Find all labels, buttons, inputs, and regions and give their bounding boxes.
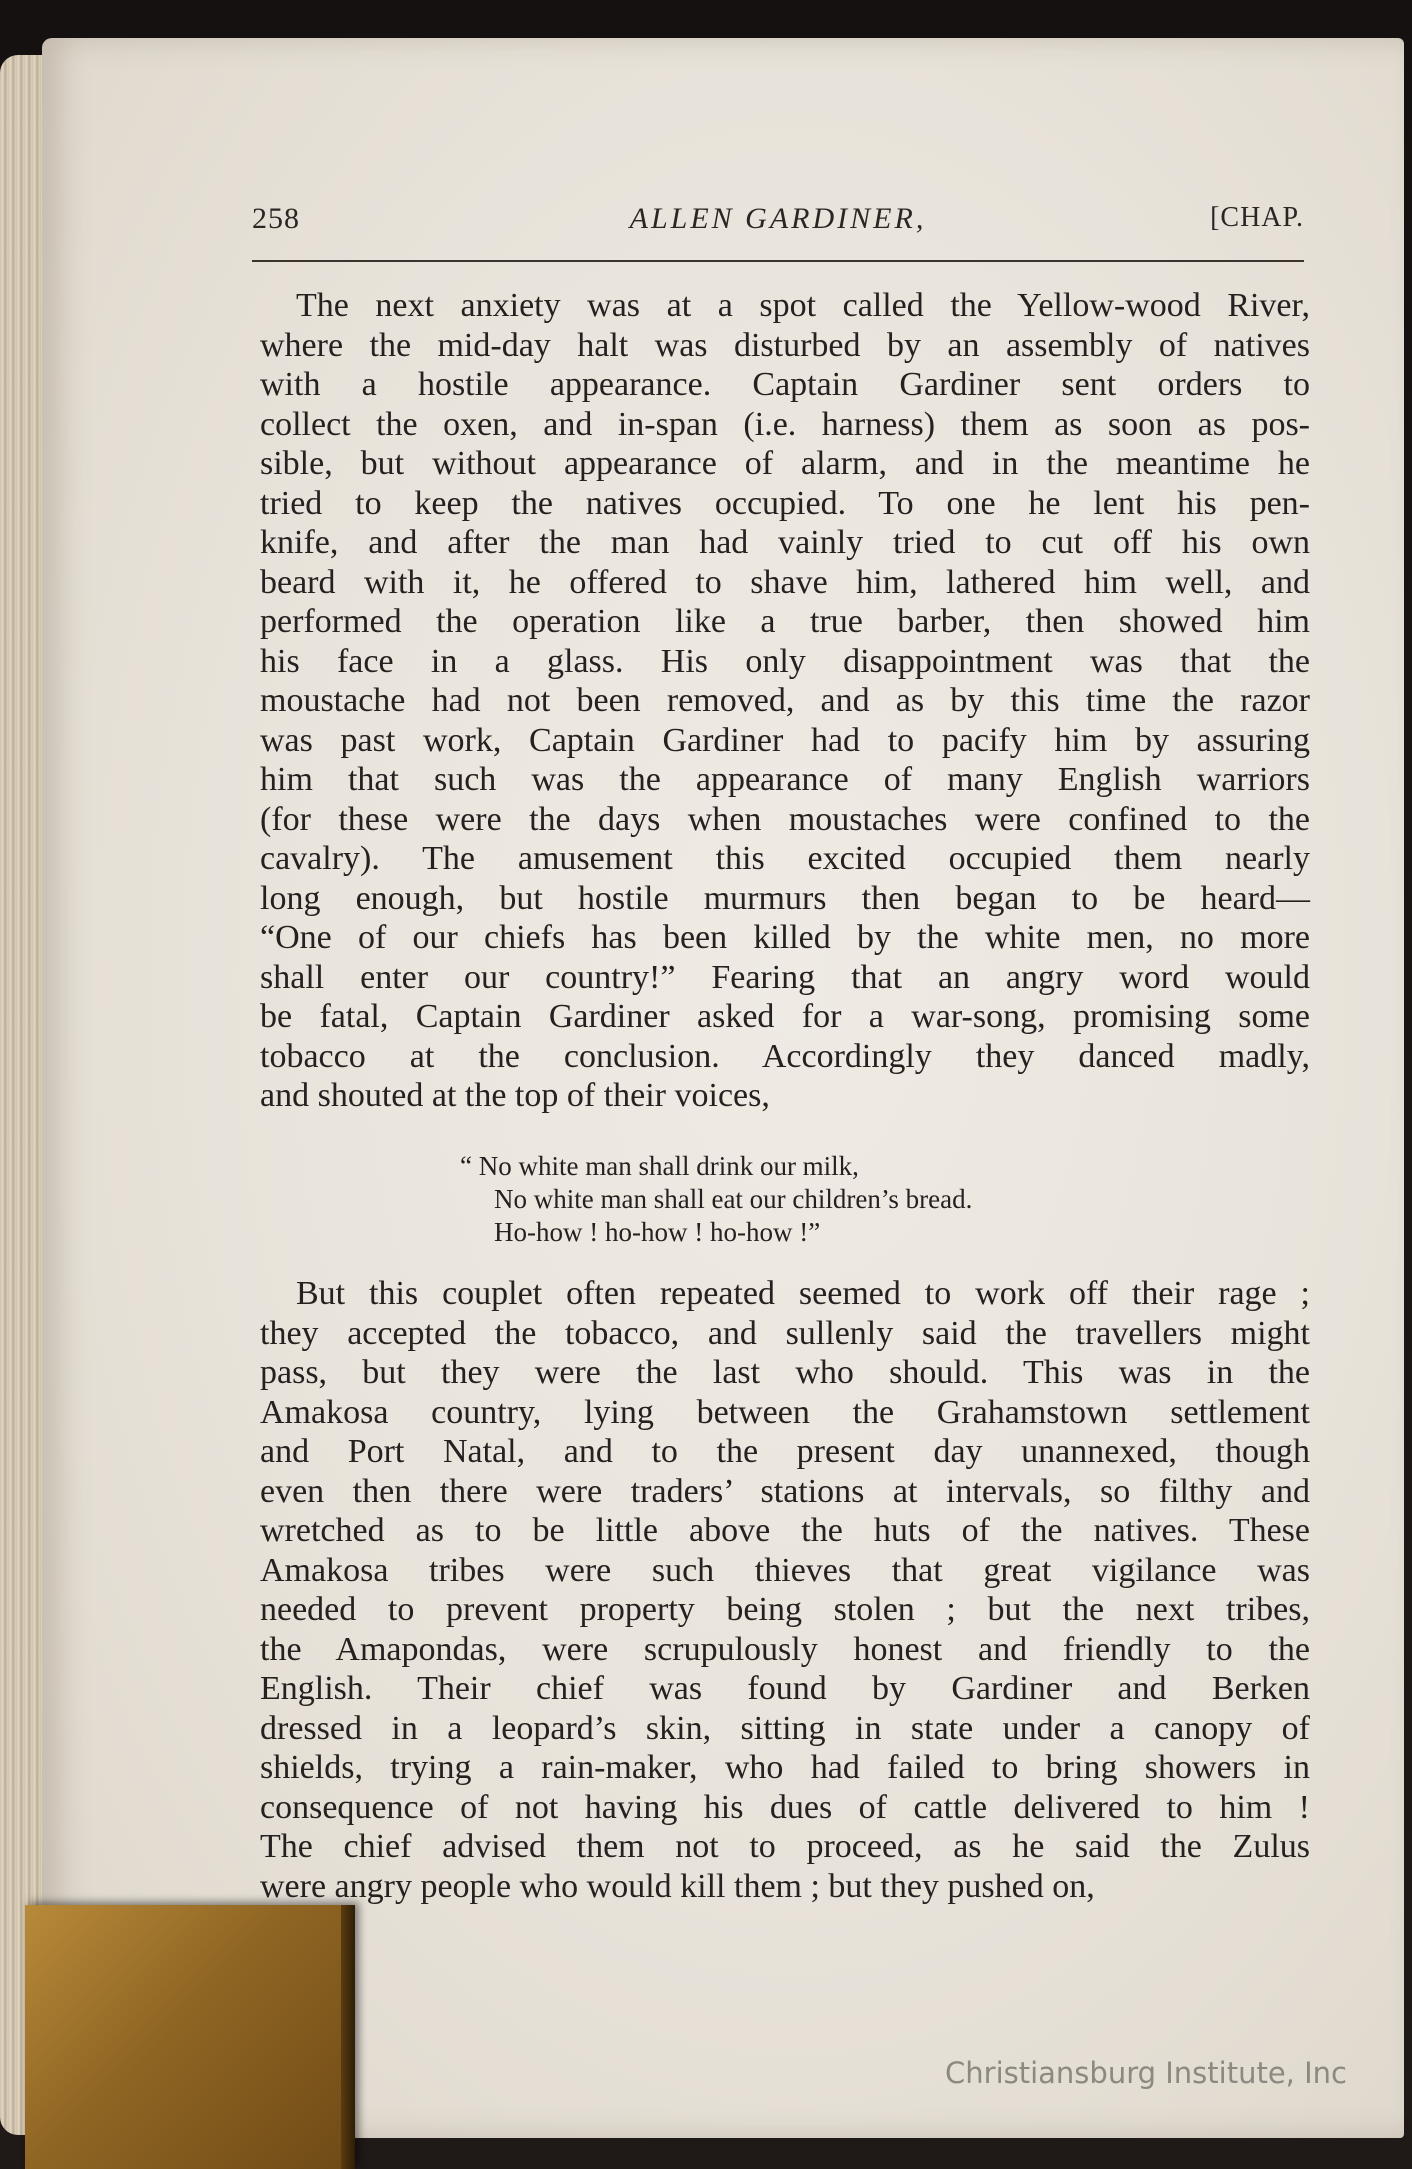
text-line: long enough, but hostile murmurs then began to be heard— — [260, 879, 1310, 917]
paragraph-2 — [260, 1274, 1310, 1906]
page-header — [252, 200, 1304, 244]
page-number: 258 — [252, 202, 300, 235]
text-line: (for these were the days when moustaches were confined to the — [260, 800, 1310, 838]
text-line: performed the operation like a true barber, then showed him — [260, 603, 1310, 640]
text-line: be fatal, Captain Gardiner asked for a war-song, promising some — [260, 998, 1310, 1035]
text-line: with a hostile appearance. Captain Gardiner sent orders to — [260, 366, 1310, 403]
text-line: the Amapondas, were scrupulously honest and friendly to the — [260, 1630, 1310, 1668]
text-line: knife, and after the man had vainly tried to cut off his own — [260, 524, 1310, 561]
text-line: tobacco at the conclusion. Accordingly they danced madly, — [260, 1037, 1310, 1075]
header-rule — [252, 260, 1304, 262]
text-line: his face in a glass. His only disappointment was that the — [260, 642, 1310, 680]
text-line: and shouted at the top of their voices, — [260, 1077, 770, 1114]
text-line: him that such was the appearance of many English warriors — [260, 761, 1310, 798]
text-line: were angry people who would kill them ; but they pushed on, — [260, 1867, 1095, 1905]
text-line: sible, but without appearance of alarm, and in the meantime he — [260, 445, 1310, 482]
watermark: Christiansburg Institute, Inc — [945, 2056, 1347, 2090]
text-line: pass, but they were the last who should. This was in the — [260, 1354, 1310, 1391]
verse-line: Ho-how ! ho-how ! ho-how !” — [494, 1217, 821, 1247]
text-line: shall enter our country!” Fearing that an angry word would — [260, 958, 1310, 996]
text-line: Amakosa tribes were such thieves that great vigilance was — [260, 1551, 1310, 1589]
text-line: cavalry). The amusement this excited occupied them nearly — [260, 840, 1310, 877]
text-line: consequence of not having his dues of cattle delivered to him ! — [260, 1788, 1310, 1826]
text-line: English. Their chief was found by Gardiner and Berken — [260, 1670, 1310, 1707]
running-title: ALLEN GARDINER, — [629, 202, 927, 235]
chapter-mark: [CHAP. — [1210, 202, 1304, 233]
text-line: shields, trying a rain-maker, who had failed to bring showers in — [260, 1749, 1310, 1786]
text-line: “One of our chiefs has been killed by the white men, no more — [260, 919, 1310, 956]
verse-line: “ No white man shall drink our milk, — [460, 1151, 859, 1181]
text-line: they accepted the tobacco, and sullenly said the travellers might — [260, 1314, 1310, 1352]
verse-line: No white man shall eat our children’s bread. — [494, 1184, 973, 1214]
text-line: where the mid-day halt was disturbed by an assembly of natives — [260, 326, 1310, 364]
text-line: moustache had not been removed, and as by this time the razor — [260, 682, 1310, 719]
paragraph-1 — [260, 286, 1310, 1116]
text-line: and Port Natal, and to the present day unannexed, though — [260, 1433, 1310, 1470]
text-line: Amakosa country, lying between the Grahamstown settlement — [260, 1393, 1310, 1431]
text-line: was past work, Captain Gardiner had to pacify him by assuring — [260, 721, 1310, 759]
text-line: collect the oxen, and in-span (i.e. harness) them as soon as pos- — [260, 405, 1310, 443]
verse-quotation — [460, 1150, 1160, 1249]
text-line: The chief advised them not to proceed, as he said the Zulus — [260, 1828, 1310, 1865]
text-line: But this couplet often repeated seemed to work off their rage ; — [296, 1275, 1310, 1312]
text-line: beard with it, he offered to shave him, lathered him well, and — [260, 563, 1310, 601]
text-line: The next anxiety was at a spot called the Yellow-wood River, — [296, 287, 1310, 324]
text-line: wretched as to be little above the huts of the natives. These — [260, 1512, 1310, 1549]
text-line: tried to keep the natives occupied. To one he lent his pen- — [260, 484, 1310, 522]
text-line: dressed in a leopard’s skin, sitting in state under a canopy of — [260, 1709, 1310, 1747]
text-line: needed to prevent property being stolen ; but the next tribes, — [260, 1591, 1310, 1628]
text-line: even then there were traders’ stations at intervals, so filthy and — [260, 1472, 1310, 1510]
brass-bookmark — [25, 1905, 355, 2169]
